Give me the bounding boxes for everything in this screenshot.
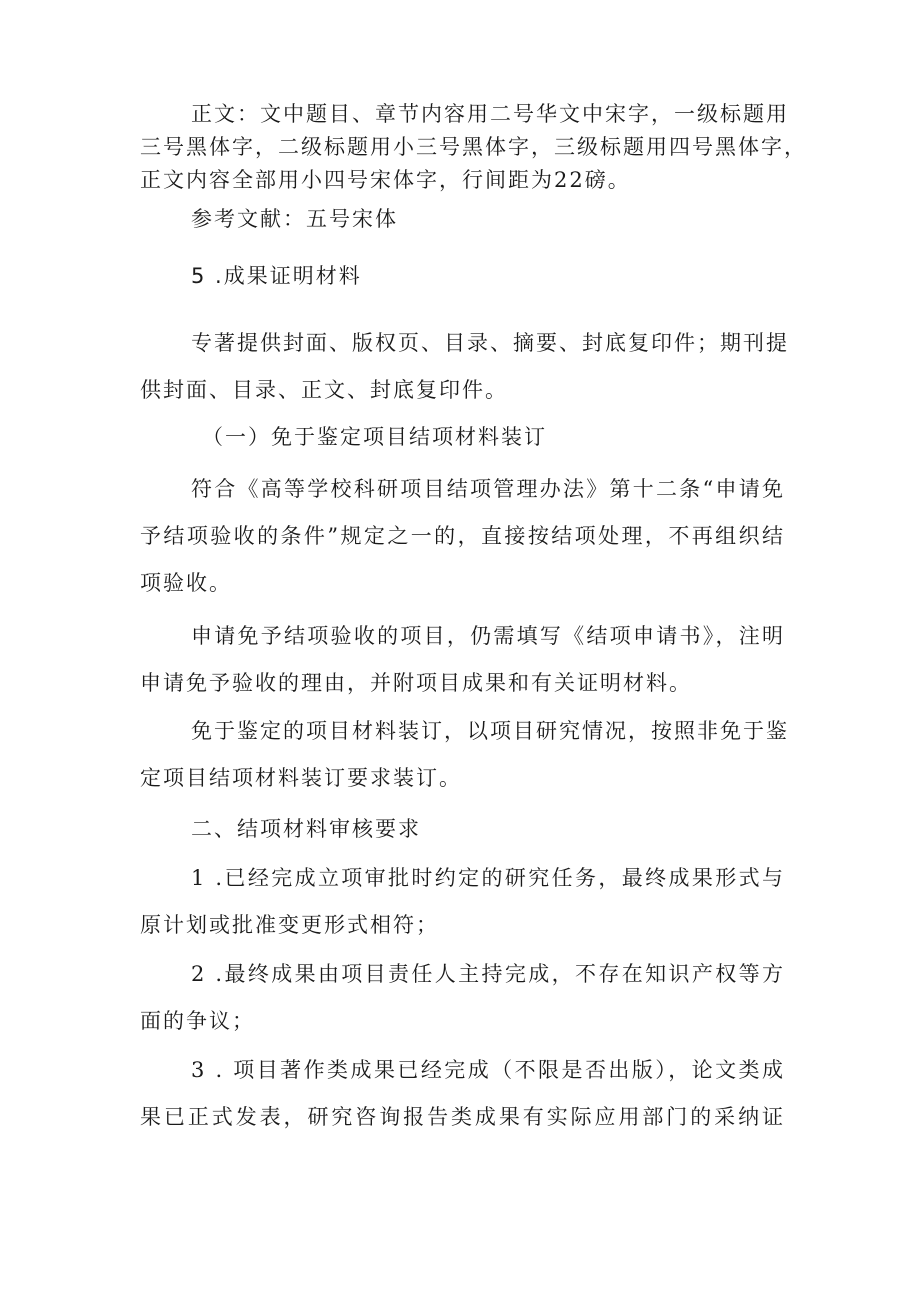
text-line: （一）免于鉴定项目结项材料装订 — [202, 425, 547, 449]
text-line: 予结项验收的条件”规定之一的，直接按结项处理，不再组织结 — [140, 524, 785, 548]
text-line: 申请免予验收的理由，并附项目成果和有关证明材料。 — [140, 671, 692, 695]
text-line: 3 . 项目著作类成果已经完成（不限是否出版），论文类成 — [191, 1058, 785, 1082]
references-format-paragraph — [140, 209, 785, 230]
text-line: 果已正式发表，研究咨询报告类成果有实际应用部门的采纳证 — [140, 1105, 785, 1129]
exemption-application-paragraph — [140, 626, 785, 694]
text-line: 2 .最终成果由项目责任人主持完成，不存在知识产权等方 — [191, 962, 785, 986]
review-requirement-1 — [140, 868, 785, 936]
text-line: 正文：文中题目、章节内容用二号华文中宋字，一级标题用 — [191, 102, 789, 126]
text-line: 专著提供封面、版权页、目录、摘要、封底复印件；期刊提 — [191, 331, 789, 355]
text-line: 三号黑体字，二级标题用小三号黑体字，三级标题用四号黑体字， — [140, 135, 807, 159]
achievement-materials-paragraph — [140, 331, 789, 402]
text-line: 项验收。 — [140, 571, 232, 595]
section-heading-2 — [140, 819, 785, 840]
exempt-binding-paragraph — [140, 719, 789, 790]
exemption-rule-paragraph — [140, 479, 785, 594]
text-line: 免于鉴定的项目材料装订，以项目研究情况，按照非免于鉴 — [191, 719, 789, 743]
review-requirement-2 — [140, 964, 785, 1032]
text-line: 定项目结项材料装订要求装订。 — [140, 766, 462, 790]
text-line: 原计划或批准变更形式相符； — [140, 913, 439, 937]
subsection-heading-1 — [140, 427, 785, 448]
text-line: 面的争议； — [140, 1009, 255, 1033]
text-line: 正文内容全部用小四号宋体字，行间距为22磅。 — [140, 168, 631, 192]
text-line: 符合《高等学校科研项目结项管理办法》第十二条“申请免 — [191, 477, 785, 501]
text-line: 供封面、目录、正文、封底复印件。 — [140, 378, 508, 402]
section-heading-5 — [140, 266, 785, 287]
body-format-paragraph — [140, 102, 807, 192]
text-line: 1 .已经完成立项审批时约定的研究任务，最终成果形式与 — [191, 866, 785, 890]
review-requirement-3 — [140, 1060, 785, 1128]
text-line: 5 .成果证明材料 — [191, 264, 362, 288]
text-line: 参考文献：五号宋体 — [191, 207, 398, 231]
text-line: 申请免予结项验收的项目，仍需填写《结项申请书》，注明 — [191, 624, 785, 648]
text-line: 二、结项材料审核要求 — [191, 817, 421, 841]
